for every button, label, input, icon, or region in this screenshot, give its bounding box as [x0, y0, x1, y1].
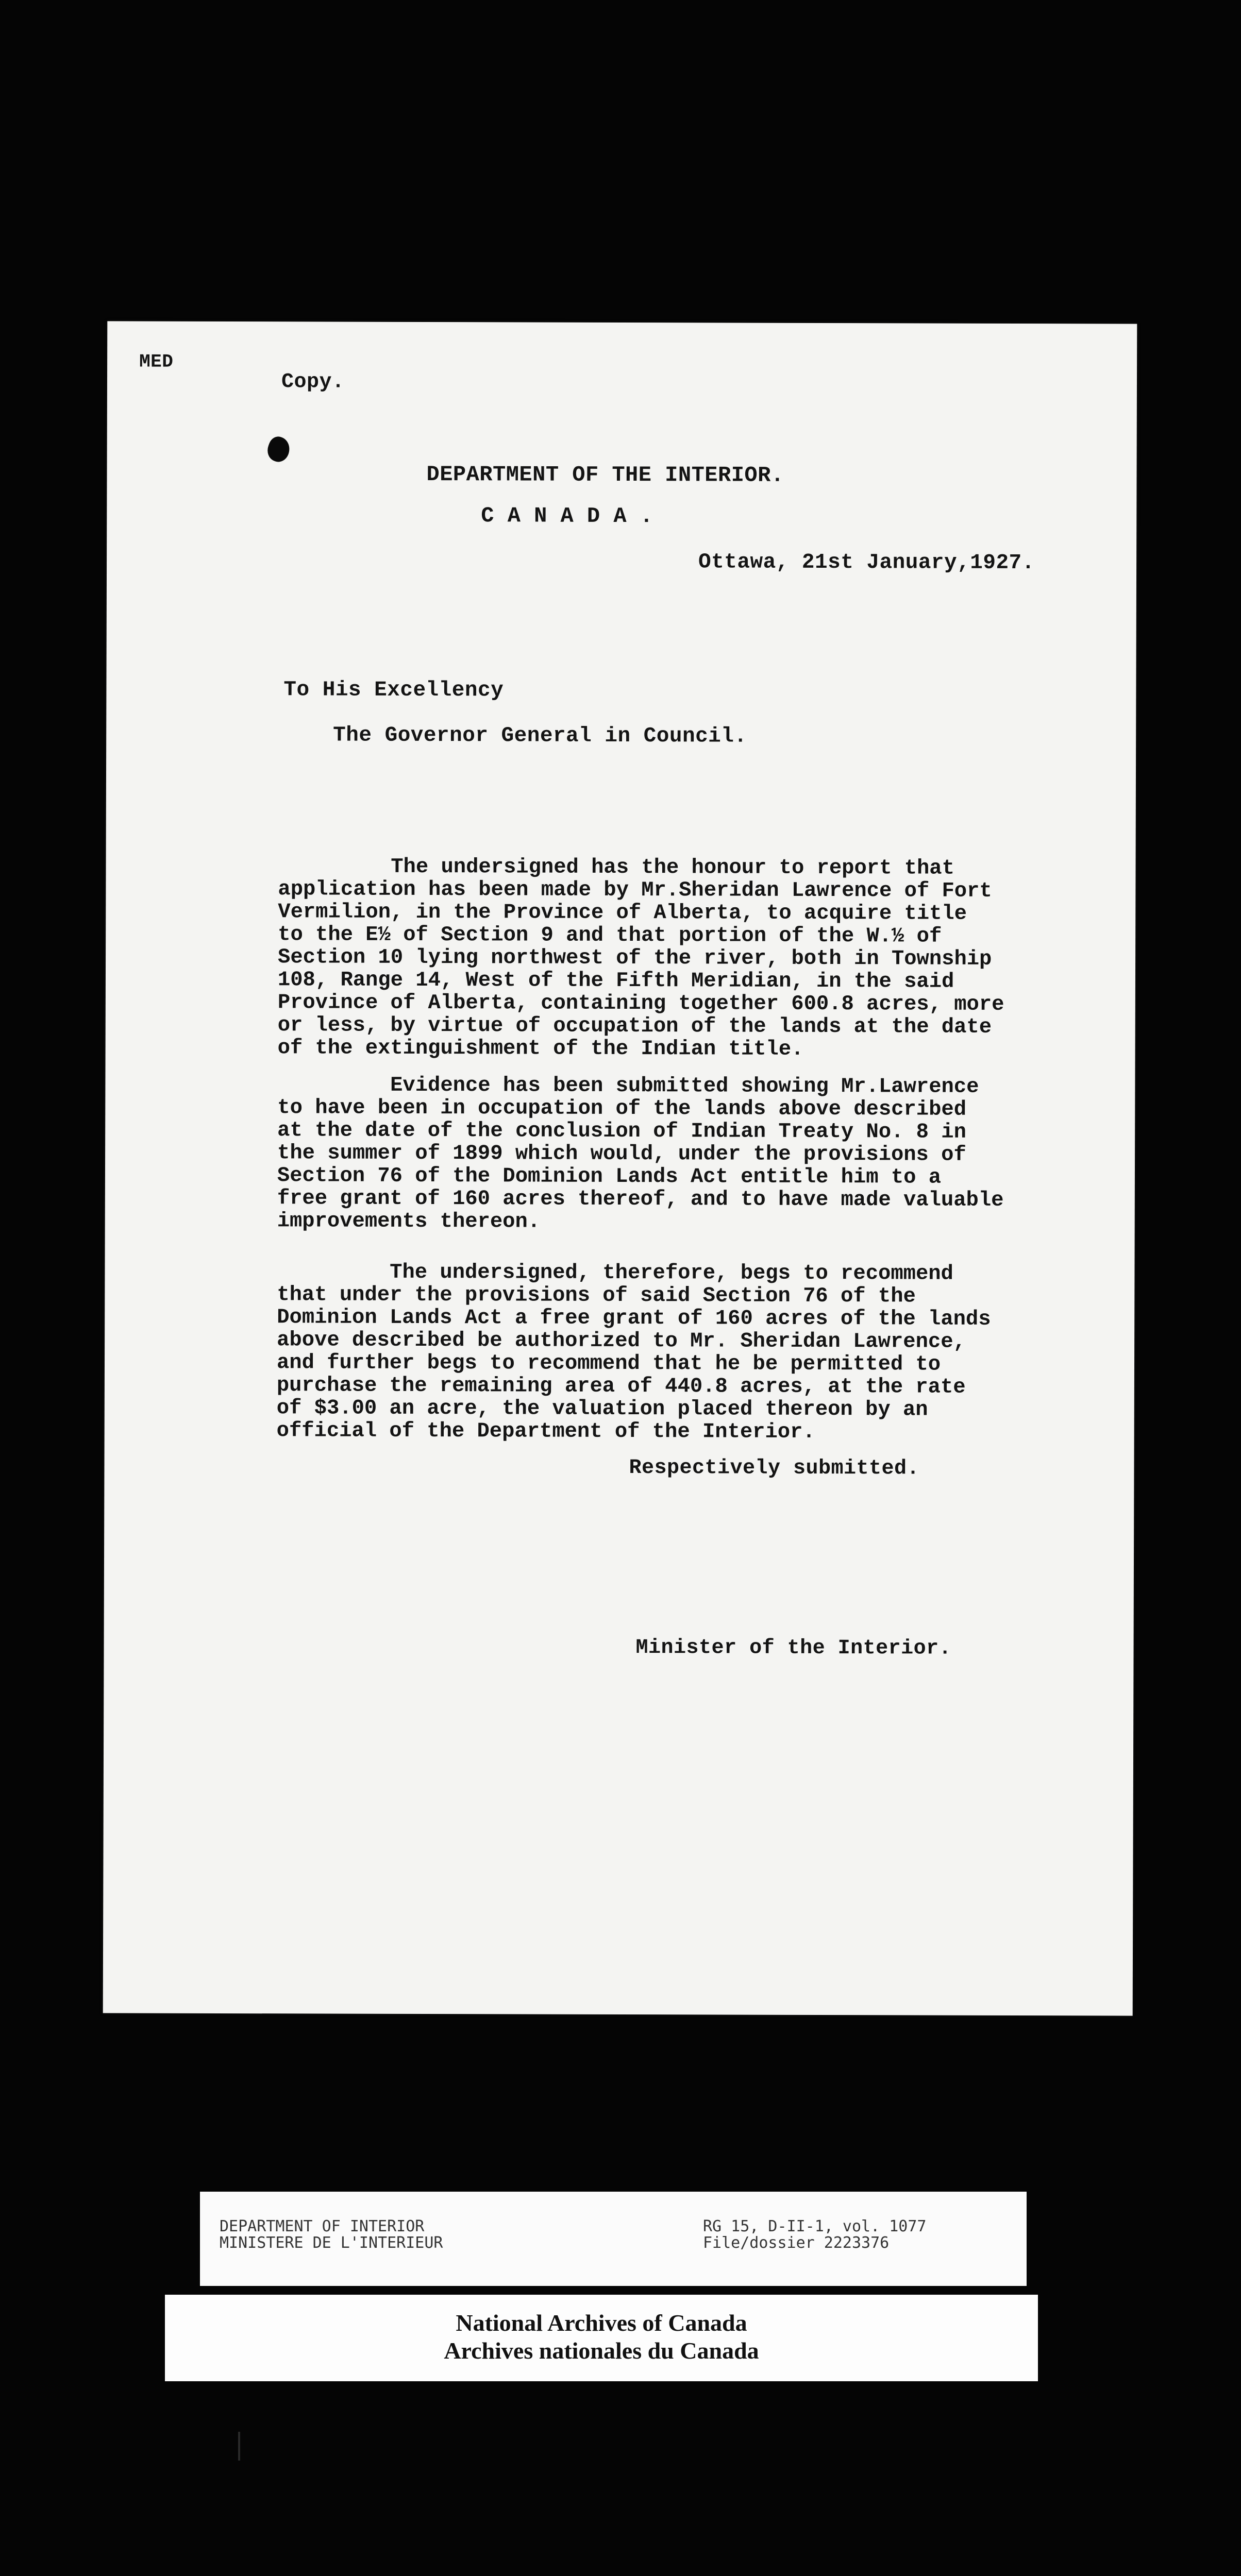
margin-mark: MED — [139, 351, 174, 372]
reference-department — [220, 2218, 443, 2251]
signature-line: Minister of the Interior. — [635, 1636, 952, 1660]
archive-name-english: National Archives of Canada — [456, 2310, 747, 2336]
reference-department-line-1: DEPARTMENT OF INTERIOR — [220, 2217, 425, 2235]
document-page — [103, 321, 1137, 2015]
salutation-line-1: To His Excellency — [283, 678, 504, 703]
salutation-line-2: The Governor General in Council. — [333, 723, 747, 749]
copy-label: Copy. — [281, 370, 345, 394]
reference-file-line-2: File/dossier 2223376 — [703, 2234, 890, 2252]
country-heading: C A N A D A . — [481, 503, 653, 529]
archive-name-french: Archives nationales du Canada — [444, 2337, 759, 2364]
film-scratch — [238, 2432, 240, 2461]
department-heading: DEPARTMENT OF THE INTERIOR. — [426, 462, 784, 488]
reference-file-line-1: RG 15, D-II-1, vol. 1077 — [703, 2217, 927, 2235]
body-paragraph-2: Evidence has been submitted showing Mr.Lawrence to have been in occupation of the lands above described at the date of the conclusion of Indian Treaty No. 8 in the summer of 1899 which would, under the provisions of Section 76 of the Dominion Lands Act entitle him to a free grant of 160 acres thereof, and to have made valuable improvements thereon. — [277, 1073, 1004, 1234]
ink-blot-mark — [264, 434, 293, 465]
archive-label — [165, 2295, 1038, 2381]
body-paragraph-3: The undersigned, therefore, begs to recommend that under the provisions of said Section 76 of the Dominion Lands Act a free grant of 160 acres of the lands above described be authorized to Mr. Sheridan Lawrence, and further begs to recommend that he be permitted to purchase the remaining area of 440.8 acres, at the rate of $3.00 an acre, the valuation placed thereon by an official of the Department of the Interior. — [276, 1260, 991, 1444]
dateline: Ottawa, 21st January,1927. — [698, 550, 1035, 575]
reference-department-line-2: MINISTERE DE L'INTERIEUR — [220, 2234, 443, 2252]
closing-line: Respectively submitted. — [629, 1456, 920, 1481]
body-paragraph-1: The undersigned has the honour to report that application has been made by Mr.Sheridan Lawrence of Fort Vermilion, in the Province of Alberta, to acquire title to the E½ of Section 9 and that portion of the W.½ of Section 10 lying northwest of the river, both in Township 108, Range 14, West of the Fifth Meridian, in the said Province of Alberta, containing together 600.8 acres, more or less, by virtue of occupation of the lands at the date of the extinguishment of the Indian title. — [277, 855, 1004, 1061]
reference-label — [200, 2192, 1027, 2286]
reference-file — [703, 2218, 926, 2251]
